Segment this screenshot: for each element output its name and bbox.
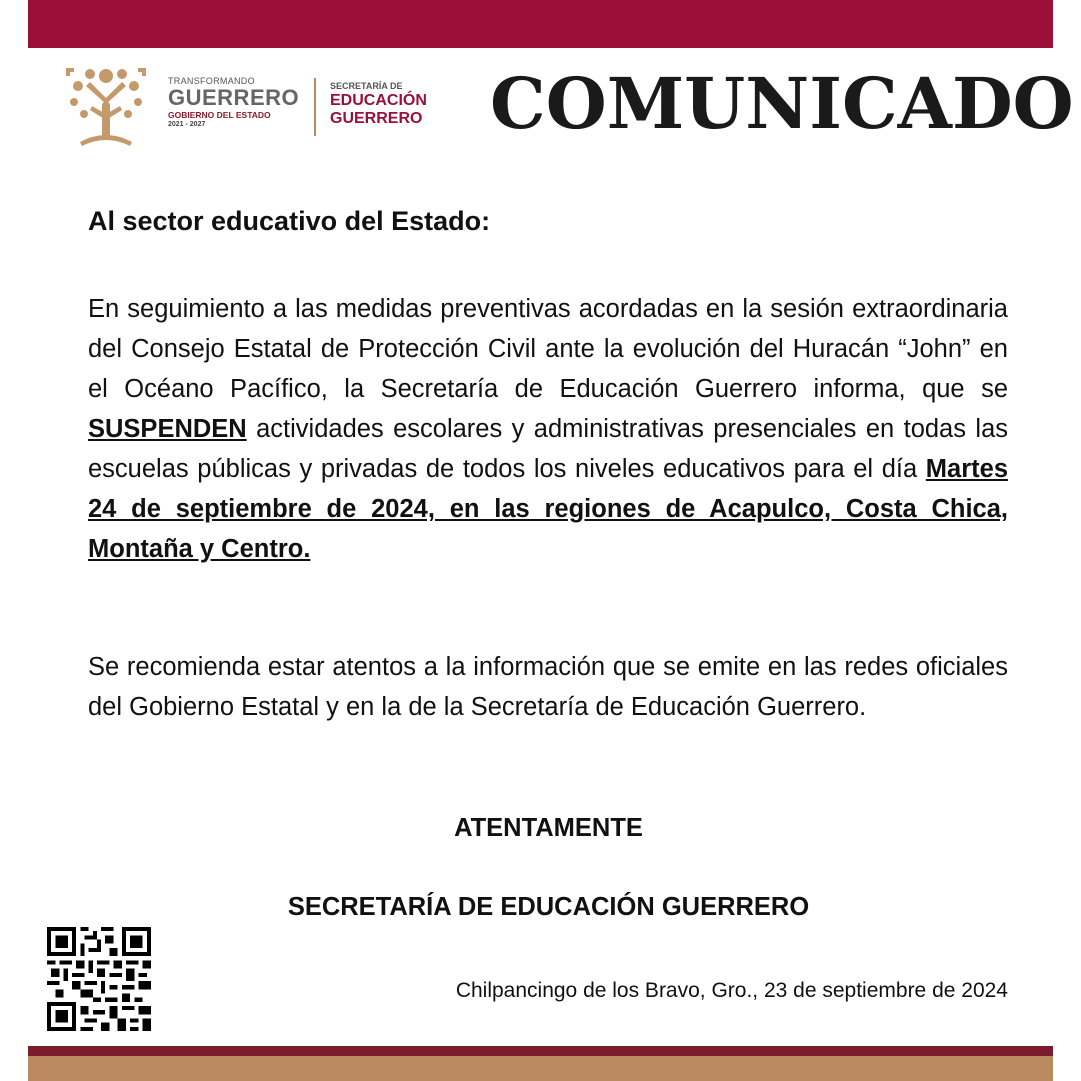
guerrero-tree-logo-icon [60, 62, 152, 150]
logo-divider [314, 78, 316, 136]
suspenden-emphasis: SUSPENDEN [88, 415, 247, 443]
gov-logo-line3: GOBIERNO DEL ESTADO [168, 110, 271, 120]
bottom-color-bar-maroon [28, 1046, 1053, 1056]
sec-logo-line3: GUERRERO [330, 110, 423, 127]
recommendation-paragraph: Se recomienda estar atentos a la información que se emite en las redes oficiales del Gobierno Estatal y en la de la Secretaría de Educación Guerrero. [88, 653, 1008, 721]
gov-logo-line4: 2021 - 2027 [168, 121, 206, 128]
main-paragraph-part1: En seguimiento a las medidas preventivas acordadas en la sesión extraordinaria del Consejo Estatal de Protección Civil ante la evolución del Huracán “John” en el Océano Pacífico, la Secretaría de Educación Guerrero informa, que se [88, 295, 1008, 403]
bottom-color-bar-gold [28, 1056, 1053, 1081]
main-paragraph [88, 289, 1008, 569]
closing-atentamente: ATENTAMENTE [454, 814, 643, 842]
signature-secretaria: SECRETARÍA DE EDUCACIÓN GUERRERO [287, 893, 810, 921]
top-color-bar [28, 0, 1053, 48]
gov-logo-line2: GUERRERO [168, 85, 300, 110]
gov-logo-line1: TRANSFORMANDO [168, 76, 255, 86]
qr-code-icon [47, 927, 151, 1031]
government-logo-text [168, 76, 308, 129]
date-regions-emphasis: Martes 24 de septiembre de 2024, en las regiones de Acapulco, Costa Chica, Montaña y Centro. [88, 455, 1008, 563]
sec-logo-line2: EDUCACIÓN [330, 92, 427, 109]
secretaria-logo-text [330, 80, 460, 128]
sec-logo-line1: SECRETARÍA DE [330, 81, 403, 91]
main-paragraph-part2: actividades escolares y administrativas presenciales en todas las escuelas públicas y privadas de todos los niveles educativos para el día [88, 415, 1008, 483]
place-and-date: Chilpancingo de los Bravo, Gro., 23 de septiembre de 2024 [455, 979, 1008, 1002]
page-title: COMUNICADO [490, 62, 1074, 145]
addressee-heading: Al sector educativo del Estado: [88, 206, 491, 236]
